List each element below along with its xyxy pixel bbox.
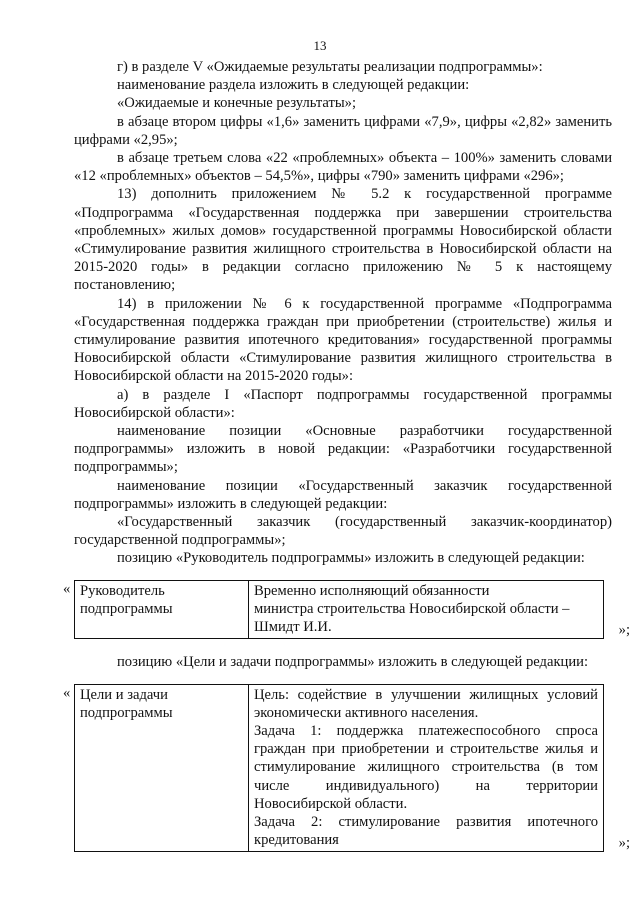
paragraph: а) в разделе I «Паспорт подпрограммы государственной программы Новосибирской области»: xyxy=(74,386,612,421)
paragraph: «Государственный заказчик (государственный заказчик-координатор) государственной подпрограммы»; xyxy=(74,514,612,549)
cell-line: Временно исполняющий обязанности xyxy=(254,582,490,599)
paragraph: 13) дополнить приложением № 5.2 к государственной программе «Подпрограмма «Государственная поддержка при завершении строительства «проблемных» жилых домов» государственной программы Новосибирской области «Стимулирование развития жилищного строительства в Новосибирской области на 2015-2020 годы» в редакции согласно приложению № 5 к настоящему постановлению; xyxy=(74,186,612,294)
cell-block: Цель: содействие в улучшении жилищных условий экономически активного населения. xyxy=(254,686,598,721)
open-quote: « xyxy=(63,684,71,701)
table-cell-value xyxy=(249,684,604,852)
close-quote: »; xyxy=(618,835,630,852)
page-number: 13 xyxy=(313,38,327,53)
paragraph: позицию «Руководитель подпрограммы» изложить в следующей редакции: xyxy=(117,550,585,567)
table-row xyxy=(75,684,604,852)
paragraph: «Ожидаемые и конечные результаты»; xyxy=(117,95,357,112)
paragraph: наименование раздела изложить в следующей редакции: xyxy=(117,77,470,94)
paragraph: 14) в приложении № 6 к государственной программе «Подпрограмма «Государственная поддержка граждан при приобретении (строительстве) жилья и стимулирование развития ипотечного кредитования» государственной программы Новосибирской области «Стимулирование развития жилищного строительства в Новосибирской области на 2015-2020 годы»: xyxy=(74,295,612,385)
paragraph: в абзаце третьем слова «22 «проблемных» объекта – 100%» заменить словами «12 «проблемных» объектов – 54,5%», цифры «790» заменить цифрами «296»; xyxy=(74,150,612,185)
goals-table xyxy=(74,684,604,853)
open-quote: « xyxy=(63,580,71,597)
cell-line: Шмидт И.И. xyxy=(254,619,332,636)
table-cell-label: Цели и задачи подпрограммы xyxy=(75,684,249,852)
paragraph: в абзаце втором цифры «1,6» заменить цифрами «7,9», цифры «2,82» заменить цифрами «2,95»; xyxy=(74,113,612,148)
paragraph: г) в разделе V «Ожидаемые результаты реализации подпрограммы»: xyxy=(117,59,543,75)
paragraph: позицию «Цели и задачи подпрограммы» изложить в следующей редакции: xyxy=(117,654,589,671)
cell-line: министра строительства Новосибирской области – xyxy=(254,600,570,617)
leader-table xyxy=(74,580,604,640)
table-cell-label: Руководитель подпрограммы xyxy=(75,580,249,639)
close-quote: »; xyxy=(618,622,630,639)
paragraph: наименование позиции «Государственный заказчик государственной подпрограммы» изложить в следующей редакции: xyxy=(74,477,612,512)
cell-block: Задача 2: стимулирование развития ипотечного кредитования xyxy=(254,813,598,849)
table-row xyxy=(75,580,604,639)
paragraph: наименование позиции «Основные разработчики государственной подпрограммы» изложить в новой редакции: «Разработчики государственной подпрограммы»; xyxy=(74,423,612,476)
position-table-leader xyxy=(63,580,630,640)
position-table-goals xyxy=(63,684,630,853)
table-cell-value xyxy=(249,580,604,639)
document-body xyxy=(63,58,630,858)
cell-block: Задача 1: поддержка платежеспособного спроса граждан при приобретении и строительстве жилья и стимулирование жилищного строительства (в том числе индивидуального) на территории Новосибирской области. xyxy=(254,722,598,812)
